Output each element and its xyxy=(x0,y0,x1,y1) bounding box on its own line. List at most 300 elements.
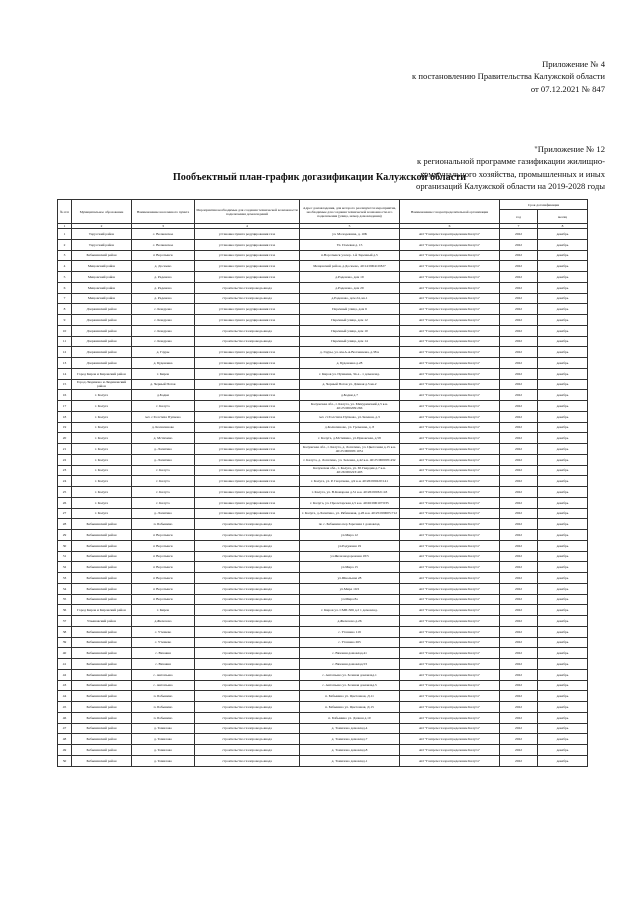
row-number: 2 xyxy=(58,239,72,250)
organization-cell: АО "Газпром газораспределение Калуга" xyxy=(400,422,500,433)
month-cell: декабрь xyxy=(538,401,588,412)
organization-cell: АО "Газпром газораспределение Калуга" xyxy=(400,239,500,250)
address-cell: ул.Мира 10/2 xyxy=(300,583,400,594)
activity-cell: строительство газопровода-ввода xyxy=(195,551,300,562)
district-cell: Мещовский район xyxy=(72,282,132,293)
year-cell: 2022 xyxy=(500,304,538,315)
activity-cell: строительство газопровода-ввода xyxy=(195,712,300,723)
table-row xyxy=(58,734,588,745)
organization-cell: АО "Газпром газораспределение Калуга" xyxy=(400,734,500,745)
row-number: 42 xyxy=(58,669,72,680)
table-row xyxy=(58,465,588,476)
address-cell: д.Железово д.26 xyxy=(300,616,400,627)
col-header-activity: Мероприятия необходимые для создания технической возможности подключения домовладений xyxy=(195,200,300,224)
organization-cell: АО "Газпром газораспределение Калуга" xyxy=(400,755,500,766)
row-number: 16 xyxy=(58,390,72,401)
year-cell: 2022 xyxy=(500,293,538,304)
activity-cell: установка пункта редуцирования газа xyxy=(195,315,300,326)
district-cell: Бабынинский район xyxy=(72,669,132,680)
settlement-cell: д. Лопатино xyxy=(132,444,195,455)
table-row xyxy=(58,626,588,637)
year-cell: 2022 xyxy=(500,702,538,713)
table-row xyxy=(58,659,588,670)
table-row xyxy=(58,755,588,766)
row-number: 34 xyxy=(58,583,72,594)
district-cell: Город Киров и Кировский район xyxy=(72,605,132,616)
year-cell: 2022 xyxy=(500,476,538,487)
month-cell: декабрь xyxy=(538,669,588,680)
district-cell: Город Людиново и Людиновский район xyxy=(72,379,132,390)
row-number: 45 xyxy=(58,702,72,713)
table-row xyxy=(58,605,588,616)
activity-cell: установка пункта редуцирования газа xyxy=(195,422,300,433)
district-cell: Бабынинский район xyxy=(72,637,132,648)
month-cell: декабрь xyxy=(538,562,588,573)
table-row xyxy=(58,272,588,283)
address-cell: п. Бабынино ул. Цветочная, Д.11 xyxy=(300,691,400,702)
year-cell: 2022 xyxy=(500,497,538,508)
district-cell: г. Калуга xyxy=(72,465,132,476)
program-appendix-number: "Приложение № 12 xyxy=(534,144,605,154)
activity-cell: строительство газопровода-ввода xyxy=(195,691,300,702)
settlement-cell: д. Томилово xyxy=(132,723,195,734)
organization-cell: АО "Газпром газораспределение Калуга" xyxy=(400,540,500,551)
organization-cell: АО "Газпром газораспределение Калуга" xyxy=(400,282,500,293)
organization-cell: АО "Газпром газораспределение Калуга" xyxy=(400,379,500,390)
row-number: 31 xyxy=(58,551,72,562)
district-cell: Тарусский район xyxy=(72,239,132,250)
row-number: 20 xyxy=(58,433,72,444)
row-number: 41 xyxy=(58,659,72,670)
year-cell: 2022 xyxy=(500,401,538,412)
address-cell: с. Утешево 119 xyxy=(300,626,400,637)
activity-cell: установка пункта редуцирования газа xyxy=(195,401,300,412)
month-cell: декабрь xyxy=(538,368,588,379)
activity-cell: установка пункта редуцирования газа xyxy=(195,465,300,476)
month-cell: декабрь xyxy=(538,648,588,659)
activity-cell: установка пункта редуцирования газа xyxy=(195,433,300,444)
activity-cell: строительство газопровода-ввода xyxy=(195,637,300,648)
address-cell: с. Вязовня домовлад.41 xyxy=(300,648,400,659)
row-number: 3 xyxy=(58,250,72,261)
table-row xyxy=(58,702,588,713)
year-cell: 2022 xyxy=(500,573,538,584)
settlement-cell: п Воротынск xyxy=(132,530,195,541)
table-body xyxy=(58,229,588,767)
district-cell: Бабынинский район xyxy=(72,519,132,530)
month-cell: декабрь xyxy=(538,519,588,530)
row-number: 1 xyxy=(58,229,72,240)
table-row xyxy=(58,422,588,433)
address-cell: г. Калуга, ул. В.Комарова д.51 к.н. 40:26:000321:43 xyxy=(300,487,400,498)
row-number: 37 xyxy=(58,616,72,627)
settlement-cell: с. Кондрово xyxy=(132,325,195,336)
col-header-month: месяц xyxy=(538,210,588,224)
column-number: 8 xyxy=(538,224,588,229)
row-number: 24 xyxy=(58,476,72,487)
row-number: 25 xyxy=(58,487,72,498)
year-cell: 2022 xyxy=(500,594,538,605)
row-number: 11 xyxy=(58,336,72,347)
month-cell: декабрь xyxy=(538,551,588,562)
month-cell: декабрь xyxy=(538,659,588,670)
organization-cell: АО "Газпром газораспределение Калуга" xyxy=(400,562,500,573)
year-cell: 2022 xyxy=(500,583,538,594)
settlement-cell: д. Томилово xyxy=(132,734,195,745)
month-cell: декабрь xyxy=(538,616,588,627)
settlement-cell: д. Буденовка xyxy=(132,358,195,369)
month-cell: декабрь xyxy=(538,540,588,551)
organization-cell: АО "Газпром газораспределение Калуга" xyxy=(400,530,500,541)
activity-cell: строительство газопровода-ввода xyxy=(195,745,300,756)
row-number: 46 xyxy=(58,712,72,723)
table-row xyxy=(58,530,588,541)
table-row xyxy=(58,390,588,401)
table-row xyxy=(58,745,588,756)
month-cell: декабрь xyxy=(538,358,588,369)
settlement-cell: г. Калуга xyxy=(132,401,195,412)
address-cell: Перечный улица, дом 6 xyxy=(300,304,400,315)
appendix-number: Приложение № 4 xyxy=(542,59,605,69)
organization-cell: АО "Газпром газораспределение Калуга" xyxy=(400,325,500,336)
row-number: 26 xyxy=(58,497,72,508)
table-row xyxy=(58,250,588,261)
table-row xyxy=(58,401,588,412)
year-cell: 2022 xyxy=(500,616,538,627)
table-row xyxy=(58,583,588,594)
district-cell: Бабынинский район xyxy=(72,540,132,551)
address-cell: д. Томилово домовлад.4 xyxy=(300,723,400,734)
organization-cell: АО "Газпром газораспределение Калуга" xyxy=(400,293,500,304)
settlement-cell: с. Кондрово xyxy=(132,315,195,326)
month-cell: декабрь xyxy=(538,734,588,745)
organization-cell: АО "Газпром газораспределение Калуга" xyxy=(400,454,500,465)
year-cell: 2022 xyxy=(500,347,538,358)
settlement-cell: п Воротынск xyxy=(132,540,195,551)
organization-cell: АО "Газпром газораспределение Калуга" xyxy=(400,336,500,347)
organization-cell: АО "Газпром газораспределение Калуга" xyxy=(400,497,500,508)
district-cell: Ульяновский район xyxy=(72,616,132,627)
table-row xyxy=(58,594,588,605)
activity-cell: строительство газопровода-ввода xyxy=(195,605,300,616)
table-row xyxy=(58,293,588,304)
activity-cell: установка пункта редуцирования газа xyxy=(195,250,300,261)
row-number: 28 xyxy=(58,519,72,530)
district-cell: Бабынинский район xyxy=(72,659,132,670)
address-cell: с. Вязовня домовлад.53 xyxy=(300,659,400,670)
settlement-cell: д. Раденово xyxy=(132,293,195,304)
district-cell: Дзержинский район xyxy=(72,336,132,347)
organization-cell: АО "Газпром газораспределение Калуга" xyxy=(400,594,500,605)
settlement-cell: д.Железово xyxy=(132,616,195,627)
month-cell: декабрь xyxy=(538,497,588,508)
activity-cell: строительство газопровода-ввода xyxy=(195,755,300,766)
organization-cell: АО "Газпром газораспределение Калуга" xyxy=(400,250,500,261)
month-cell: декабрь xyxy=(538,508,588,519)
organization-cell: АО "Газпром газораспределение Калуга" xyxy=(400,551,500,562)
program-appendix-header xyxy=(416,143,605,193)
organization-cell: АО "Газпром газораспределение Калуга" xyxy=(400,304,500,315)
row-number: 18 xyxy=(58,411,72,422)
table-row xyxy=(58,368,588,379)
year-cell: 2022 xyxy=(500,454,538,465)
address-cell: ул. Молодежная, д. 10Б xyxy=(300,229,400,240)
table-row xyxy=(58,487,588,498)
organization-cell: АО "Газпром газораспределение Калуга" xyxy=(400,519,500,530)
table-row xyxy=(58,229,588,240)
address-cell: г. Калуга, д. Лопатино, ул. Зеленая, д.42 к.н. 40:25:000005:432 xyxy=(300,454,400,465)
settlement-cell: д.Бодки xyxy=(132,390,195,401)
address-cell: г. Калуга, д.Лопатино, ул. Рябиновая, д.26 к.н. 40:25:000005:712 xyxy=(300,508,400,519)
month-cell: декабрь xyxy=(538,304,588,315)
district-cell: Бабынинский район xyxy=(72,755,132,766)
table-row xyxy=(58,239,588,250)
row-number: 6 xyxy=(58,282,72,293)
document-title: Пообъектный план-график догазификации Калужской области xyxy=(172,172,467,183)
address-cell: г. Калуга, д.Мстихино, ул.Приокская, д.58 xyxy=(300,433,400,444)
address-cell: Перечный улица, дом 12 xyxy=(300,315,400,326)
row-number: 17 xyxy=(58,401,72,412)
activity-cell: установка пункта редуцирования газа xyxy=(195,368,300,379)
settlement-cell: с. Кондрово xyxy=(132,336,195,347)
table-row xyxy=(58,358,588,369)
address-cell: м/о ст.Толстиха Пупково, ул.Зеленая, д.3 xyxy=(300,411,400,422)
organization-cell: АО "Газпром газораспределение Калуга" xyxy=(400,272,500,283)
table-row xyxy=(58,616,588,627)
table-row xyxy=(58,519,588,530)
organization-cell: АО "Газпром газораспределение Калуга" xyxy=(400,583,500,594)
settlement-cell: г. Калуга xyxy=(132,487,195,498)
address-cell: д.Раденово, дом 19 xyxy=(300,272,400,283)
activity-cell: строительство газопровода-ввода xyxy=(195,734,300,745)
address-cell: г. Калуга, ул. Пролетарская д.5 к.н. 40:26:000107:035 xyxy=(300,497,400,508)
appendix-date: от 07.12.2021 № 847 xyxy=(530,83,605,94)
settlement-cell: с. Волковское xyxy=(132,229,195,240)
address-cell: Калужская обл., г. Калуга, ул. Мичуринский д.5 к.н. 40:25:000209:266 xyxy=(300,401,400,412)
activity-cell: установка пункта редуцирования газа xyxy=(195,272,300,283)
year-cell: 2022 xyxy=(500,540,538,551)
row-number: 36 xyxy=(58,605,72,616)
table-row xyxy=(58,508,588,519)
table-row xyxy=(58,551,588,562)
activity-cell: установка пункта редуцирования газа xyxy=(195,304,300,315)
month-cell: декабрь xyxy=(538,723,588,734)
row-number: 49 xyxy=(58,745,72,756)
settlement-cell: с. Утешево xyxy=(132,637,195,648)
organization-cell: АО "Газпром газораспределение Калуга" xyxy=(400,712,500,723)
address-cell: Перечный улица, дом 10 xyxy=(300,325,400,336)
settlement-cell: с. Вязовня xyxy=(132,648,195,659)
table-row xyxy=(58,433,588,444)
settlement-cell: д. Лопатино xyxy=(132,508,195,519)
address-cell: Калужская обл., г. Калуга, ул. 65 Гвардии д.7 к.н. 40:26:000223:403 xyxy=(300,465,400,476)
year-cell: 2022 xyxy=(500,282,538,293)
activity-cell: строительство газопровода-ввода xyxy=(195,583,300,594)
organization-cell: АО "Газпром газораспределение Калуга" xyxy=(400,680,500,691)
month-cell: декабрь xyxy=(538,347,588,358)
activity-cell: строительство газопровода-ввода xyxy=(195,562,300,573)
district-cell: Город Киров и Кировский район xyxy=(72,368,132,379)
month-cell: декабрь xyxy=(538,444,588,455)
organization-cell: АО "Газпром газораспределение Калуга" xyxy=(400,261,500,272)
address-cell: ул.Школьная 28 xyxy=(300,573,400,584)
settlement-cell: д. Колюпаново xyxy=(132,422,195,433)
table-row xyxy=(58,497,588,508)
table-row xyxy=(58,573,588,584)
district-cell: Дзержинский район xyxy=(72,358,132,369)
address-cell: с. Антопьево ул. Зеленая домовлад.5 xyxy=(300,680,400,691)
month-cell: декабрь xyxy=(538,422,588,433)
col-header-address: Адрес домовладения, для которого реализуются мероприятия, необходимые для создания технической возможности его подключения (улица, номер домовладения) xyxy=(300,200,400,224)
address-cell: ул.Радужная 19 xyxy=(300,540,400,551)
table-row xyxy=(58,304,588,315)
row-number: 33 xyxy=(58,573,72,584)
table-row xyxy=(58,454,588,465)
settlement-cell: п Воротынск xyxy=(132,551,195,562)
address-cell: д. Черный Поток ул. Дачная д.5 кв.2 xyxy=(300,379,400,390)
year-cell: 2022 xyxy=(500,637,538,648)
month-cell: декабрь xyxy=(538,594,588,605)
address-cell: с. Утешево 265 xyxy=(300,637,400,648)
table-row xyxy=(58,476,588,487)
district-cell: Бабынинский район xyxy=(72,551,132,562)
district-cell: г. Калуга xyxy=(72,401,132,412)
address-cell: ул.Железнодорожная 18/5 xyxy=(300,551,400,562)
column-number: 7 xyxy=(500,224,538,229)
organization-cell: АО "Газпром газораспределение Калуга" xyxy=(400,358,500,369)
settlement-cell: п. Бабынино xyxy=(132,519,195,530)
year-cell: 2022 xyxy=(500,315,538,326)
settlement-cell: д. Досюево xyxy=(132,261,195,272)
organization-cell: АО "Газпром газораспределение Калуга" xyxy=(400,476,500,487)
organization-cell: АО "Газпром газораспределение Калуга" xyxy=(400,648,500,659)
organization-cell: АО "Газпром газораспределение Калуга" xyxy=(400,411,500,422)
appendix-reference: к постановлению Правительства Калужской области xyxy=(412,71,605,82)
column-number: 5 xyxy=(300,224,400,229)
row-number: 8 xyxy=(58,304,72,315)
year-cell: 2022 xyxy=(500,336,538,347)
settlement-cell: п Воротынск xyxy=(132,562,195,573)
organization-cell: АО "Газпром газораспределение Калуга" xyxy=(400,702,500,713)
settlement-cell: д. Лопатино xyxy=(132,454,195,465)
year-cell: 2022 xyxy=(500,239,538,250)
year-cell: 2022 xyxy=(500,519,538,530)
row-number: 38 xyxy=(58,626,72,637)
year-cell: 2022 xyxy=(500,444,538,455)
activity-cell: строительство газопровода-ввода xyxy=(195,723,300,734)
activity-cell: строительство газопровода-ввода xyxy=(195,648,300,659)
district-cell: Бабынинский район xyxy=(72,734,132,745)
month-cell: декабрь xyxy=(538,433,588,444)
year-cell: 2022 xyxy=(500,680,538,691)
activity-cell: установка пункта редуцирования газа xyxy=(195,454,300,465)
district-cell: Бабынинский район xyxy=(72,583,132,594)
district-cell: Бабынинский район xyxy=(72,573,132,584)
address-cell: Калужская обл., г. Калуга, д. Лопатино, ул. Цветочная д.15 к.н. 40:25:000005:1051 xyxy=(300,444,400,455)
address-cell: Мещовский район, д.Досюево, 40:14:000410:827 xyxy=(300,261,400,272)
settlement-cell: п. Бабынино xyxy=(132,691,195,702)
activity-cell: установка пункта редуцирования газа xyxy=(195,261,300,272)
appendix-header xyxy=(412,58,605,95)
table-row xyxy=(58,669,588,680)
column-number: 3 xyxy=(132,224,195,229)
activity-cell: строительство газопровода-ввода xyxy=(195,669,300,680)
table-row xyxy=(58,723,588,734)
month-cell: декабрь xyxy=(538,637,588,648)
month-cell: декабрь xyxy=(538,325,588,336)
district-cell: Бабынинский район xyxy=(72,594,132,605)
year-cell: 2022 xyxy=(500,272,538,283)
row-number: 19 xyxy=(58,422,72,433)
row-number: 4 xyxy=(58,261,72,272)
year-cell: 2022 xyxy=(500,433,538,444)
month-cell: декабрь xyxy=(538,272,588,283)
year-cell: 2022 xyxy=(500,562,538,573)
row-number: 43 xyxy=(58,680,72,691)
settlement-cell: с. Вязовня xyxy=(132,659,195,670)
settlement-cell: с. Волковское xyxy=(132,239,195,250)
organization-cell: АО "Газпром газораспределение Калуга" xyxy=(400,401,500,412)
activity-cell: строительство газопровода-ввода xyxy=(195,626,300,637)
col-header-settlement: Наименование населенного пункта xyxy=(132,200,195,224)
row-number: 30 xyxy=(58,540,72,551)
organization-cell: АО "Газпром газораспределение Калуга" xyxy=(400,745,500,756)
settlement-cell: г. Калуга xyxy=(132,497,195,508)
year-cell: 2022 xyxy=(500,261,538,272)
district-cell: Мещовский район xyxy=(72,293,132,304)
settlement-cell: д. Раденово xyxy=(132,272,195,283)
district-cell: г. Калуга xyxy=(72,390,132,401)
district-cell: Дзержинский район xyxy=(72,347,132,358)
activity-cell: установка пункта редуцирования газа xyxy=(195,229,300,240)
year-cell: 2022 xyxy=(500,551,538,562)
activity-cell: строительство газопровода-ввода xyxy=(195,519,300,530)
table-row xyxy=(58,648,588,659)
district-cell: Бабынинский район xyxy=(72,626,132,637)
col-header-deadline: Срок догазификации xyxy=(500,200,588,210)
row-number: 9 xyxy=(58,315,72,326)
organization-cell: АО "Газпром газораспределение Калуга" xyxy=(400,605,500,616)
row-number: 39 xyxy=(58,637,72,648)
activity-cell: строительство газопровода-ввода xyxy=(195,573,300,584)
year-cell: 2022 xyxy=(500,325,538,336)
settlement-cell: с. Кондрово xyxy=(132,304,195,315)
address-cell: д.Бодки д.7 xyxy=(300,390,400,401)
month-cell: декабрь xyxy=(538,626,588,637)
table-row xyxy=(58,282,588,293)
row-number: 27 xyxy=(58,508,72,519)
activity-cell: строительство газопровода-ввода xyxy=(195,659,300,670)
activity-cell: установка пункта редуцирования газа xyxy=(195,497,300,508)
year-cell: 2022 xyxy=(500,659,538,670)
month-cell: декабрь xyxy=(538,487,588,498)
year-cell: 2022 xyxy=(500,734,538,745)
row-number: 23 xyxy=(58,465,72,476)
address-cell: д. Буденовка д.28 xyxy=(300,358,400,369)
activity-cell: строительство газопровода-ввода xyxy=(195,702,300,713)
row-number: 21 xyxy=(58,444,72,455)
row-number: 44 xyxy=(58,691,72,702)
row-number: 32 xyxy=(58,562,72,573)
month-cell: декабрь xyxy=(538,680,588,691)
organization-cell: АО "Газпром газораспределение Калуга" xyxy=(400,390,500,401)
year-cell: 2022 xyxy=(500,755,538,766)
settlement-cell: с. Утешево xyxy=(132,626,195,637)
month-cell: декабрь xyxy=(538,411,588,422)
month-cell: декабрь xyxy=(538,583,588,594)
year-cell: 2022 xyxy=(500,229,538,240)
settlement-cell: д. Томилово xyxy=(132,755,195,766)
